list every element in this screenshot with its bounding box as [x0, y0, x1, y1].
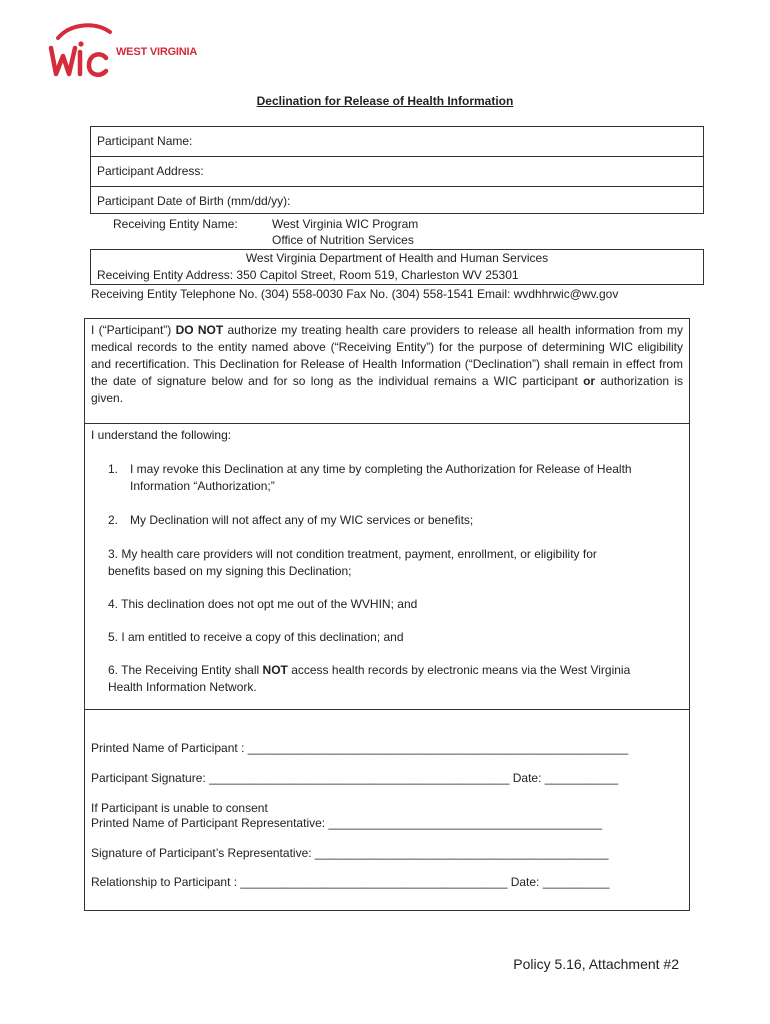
receiving-entity-name-label: Receiving Entity Name: [113, 217, 238, 231]
representative-signature-field[interactable]: Signature of Participant’s Representative: ____________________________________________ [91, 846, 609, 860]
declaration-box [84, 318, 690, 911]
declaration-or: or [583, 374, 596, 388]
item-1-number: 1. [108, 462, 119, 476]
item-3-line1: 3. My health care providers will not condition treatment, payment, enrollment, or eligibility for [108, 547, 597, 561]
item-4-text: 4. This declination does not opt me out of the WVHIN; and [108, 597, 418, 611]
item-3-line2: benefits based on my signing this Declination; [108, 564, 352, 578]
receiving-entity-address: Receiving Entity Address: 350 Capitol Street, Room 519, Charleston WV 25301 [97, 268, 519, 282]
receiving-entity-office: Office of Nutrition Services [272, 233, 414, 247]
receiving-entity-department: West Virginia Department of Health and Human Services [245, 251, 549, 265]
document-title: Declination for Release of Health Information [256, 94, 514, 108]
receiving-entity-name: West Virginia WIC Program [272, 217, 419, 231]
representative-name-field[interactable]: Printed Name of Participant Representative: _________________________________________ [91, 816, 603, 830]
item-2-number: 2. [108, 513, 119, 527]
declaration-text-b: authorize my treating health care providers to release all health information from my medical records to the entity named above (“Receiving Entity”) for the purpose of determining WIC eligibility and recertification. This Declination for Release of Health Information (“Declination”) shall remain in effect from the date of signature below and for so long as the individual remains a WIC participant [91, 323, 683, 388]
item-6-line2: Health Information Network. [108, 680, 257, 694]
section-divider [85, 423, 689, 424]
understand-heading: I understand the following: [91, 428, 232, 442]
declaration-do-not: DO NOT [175, 323, 224, 337]
participant-address-field[interactable]: Participant Address: [91, 157, 703, 187]
participant-dob-field[interactable]: Participant Date of Birth (mm/dd/yy): [97, 194, 291, 208]
logo-text: WEST VIRGINIA [116, 46, 198, 58]
participant-signature-field[interactable]: Participant Signature: _____________________________________________ Date: ___________ [91, 771, 619, 785]
item-6-text-b: access health records by electronic means via the West Virginia [287, 663, 631, 677]
relationship-field[interactable]: Relationship to Participant : ________________________________________ Date: __________ [91, 875, 610, 889]
signature-divider [85, 709, 689, 710]
printed-name-field[interactable]: Printed Name of Participant : _________________________________________________________ [91, 741, 629, 755]
declaration-text-c: authorization is given. [91, 374, 683, 405]
item-1-line1: I may revoke this Declination at any time by completing the Authorization for Release of Health [130, 462, 632, 476]
declaration-paragraph [91, 322, 683, 407]
wic-logo [48, 22, 198, 84]
item-6-line1 [108, 662, 630, 679]
wic-logo-mark-icon [48, 22, 118, 84]
unable-to-consent-note: If Participant is unable to consent [91, 801, 268, 815]
item-6-not: NOT [262, 663, 288, 677]
policy-footer: Policy 5.16, Attachment #2 [513, 956, 679, 972]
item-6-text-a: 6. The Receiving Entity shall [108, 663, 263, 677]
declaration-text-a: I (“Participant”) [91, 323, 176, 337]
item-5-text: 5. I am entitled to receive a copy of this declination; and [108, 630, 404, 644]
receiving-entity-contact: Receiving Entity Telephone No. (304) 558-0030 Fax No. (304) 558-1541 Email: wvdhhrwic@wv.gov [91, 287, 619, 301]
participant-info-box [90, 126, 704, 214]
participant-name-field[interactable]: Participant Name: [91, 127, 703, 157]
item-1-line2: Information “Authorization;” [130, 479, 275, 493]
receiving-entity-box [90, 249, 704, 285]
item-2-text: My Declination will not affect any of my WIC services or benefits; [130, 513, 474, 527]
